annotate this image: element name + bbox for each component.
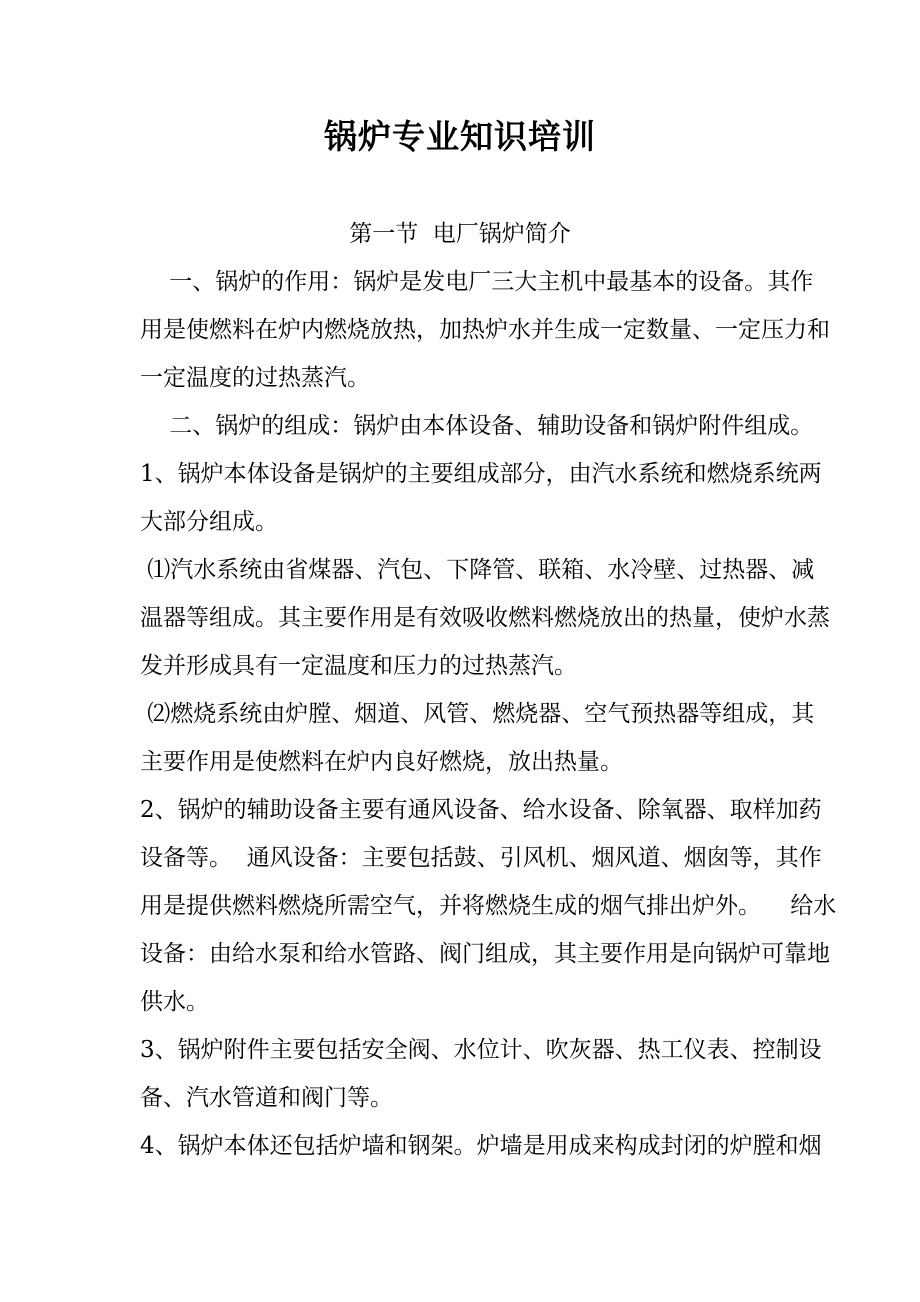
text-line: 1、锅炉本体设备是锅炉的主要组成部分，由汽水系统和燃烧系统两 [140,461,822,487]
text-line: 一、锅炉的作用：锅炉是发电厂三大主机中最基本的设备。其作 [140,269,814,295]
section-heading: 第一节 电厂锅炉简介 [349,221,571,247]
text-line: 4、锅炉本体还包括炉墙和钢架。炉墙是用成来构成封闭的炉膛和烟 [140,1133,822,1159]
text-line: 设备等。 通风设备：主要包括鼓、引风机、烟风道、烟囱等，其作 [140,845,822,871]
document-title: 锅炉专业知识培训 [324,117,596,156]
text-line: 用是使燃料在炉内燃烧放热，加热炉水并生成一定数量、一定压力和 [140,317,830,343]
text-line: 3、锅炉附件主要包括安全阀、水位计、吹灰器、热工仪表、控制设 [140,1037,822,1063]
text-line: 用是提供燃料燃烧所需空气，并将燃烧生成的烟气排出炉外。 给水 [140,893,837,919]
text-line: 主要作用是使燃料在炉内良好燃烧，放出热量。 [140,749,623,775]
text-line: 设备：由给水泵和给水管路、阀门组成，其主要作用是向锅炉可靠地 [140,941,830,967]
text-line: 大部分组成。 [140,509,278,535]
text-line: 一定温度的过热蒸汽。 [140,365,370,391]
text-line: ⑴汽水系统由省煤器、汽包、下降管、联箱、水冷壁、过热器、减 [140,557,815,583]
text-line: 供水。 [140,989,209,1015]
text-line: 二、锅炉的组成：锅炉由本体设备、辅助设备和锅炉附件组成。 [140,413,814,439]
text-line: ⑵燃烧系统由炉膛、烟道、风管、燃烧器、空气预热器等组成，其 [140,701,815,727]
text-line: 发并形成具有一定温度和压力的过热蒸汽。 [140,653,577,679]
text-line: 2、锅炉的辅助设备主要有通风设备、给水设备、除氧器、取样加药 [140,797,822,823]
text-line: 备、汽水管道和阀门等。 [140,1085,393,1111]
text-line: 温器等组成。其主要作用是有效吸收燃料燃烧放出的热量，使炉水蒸 [140,605,830,631]
